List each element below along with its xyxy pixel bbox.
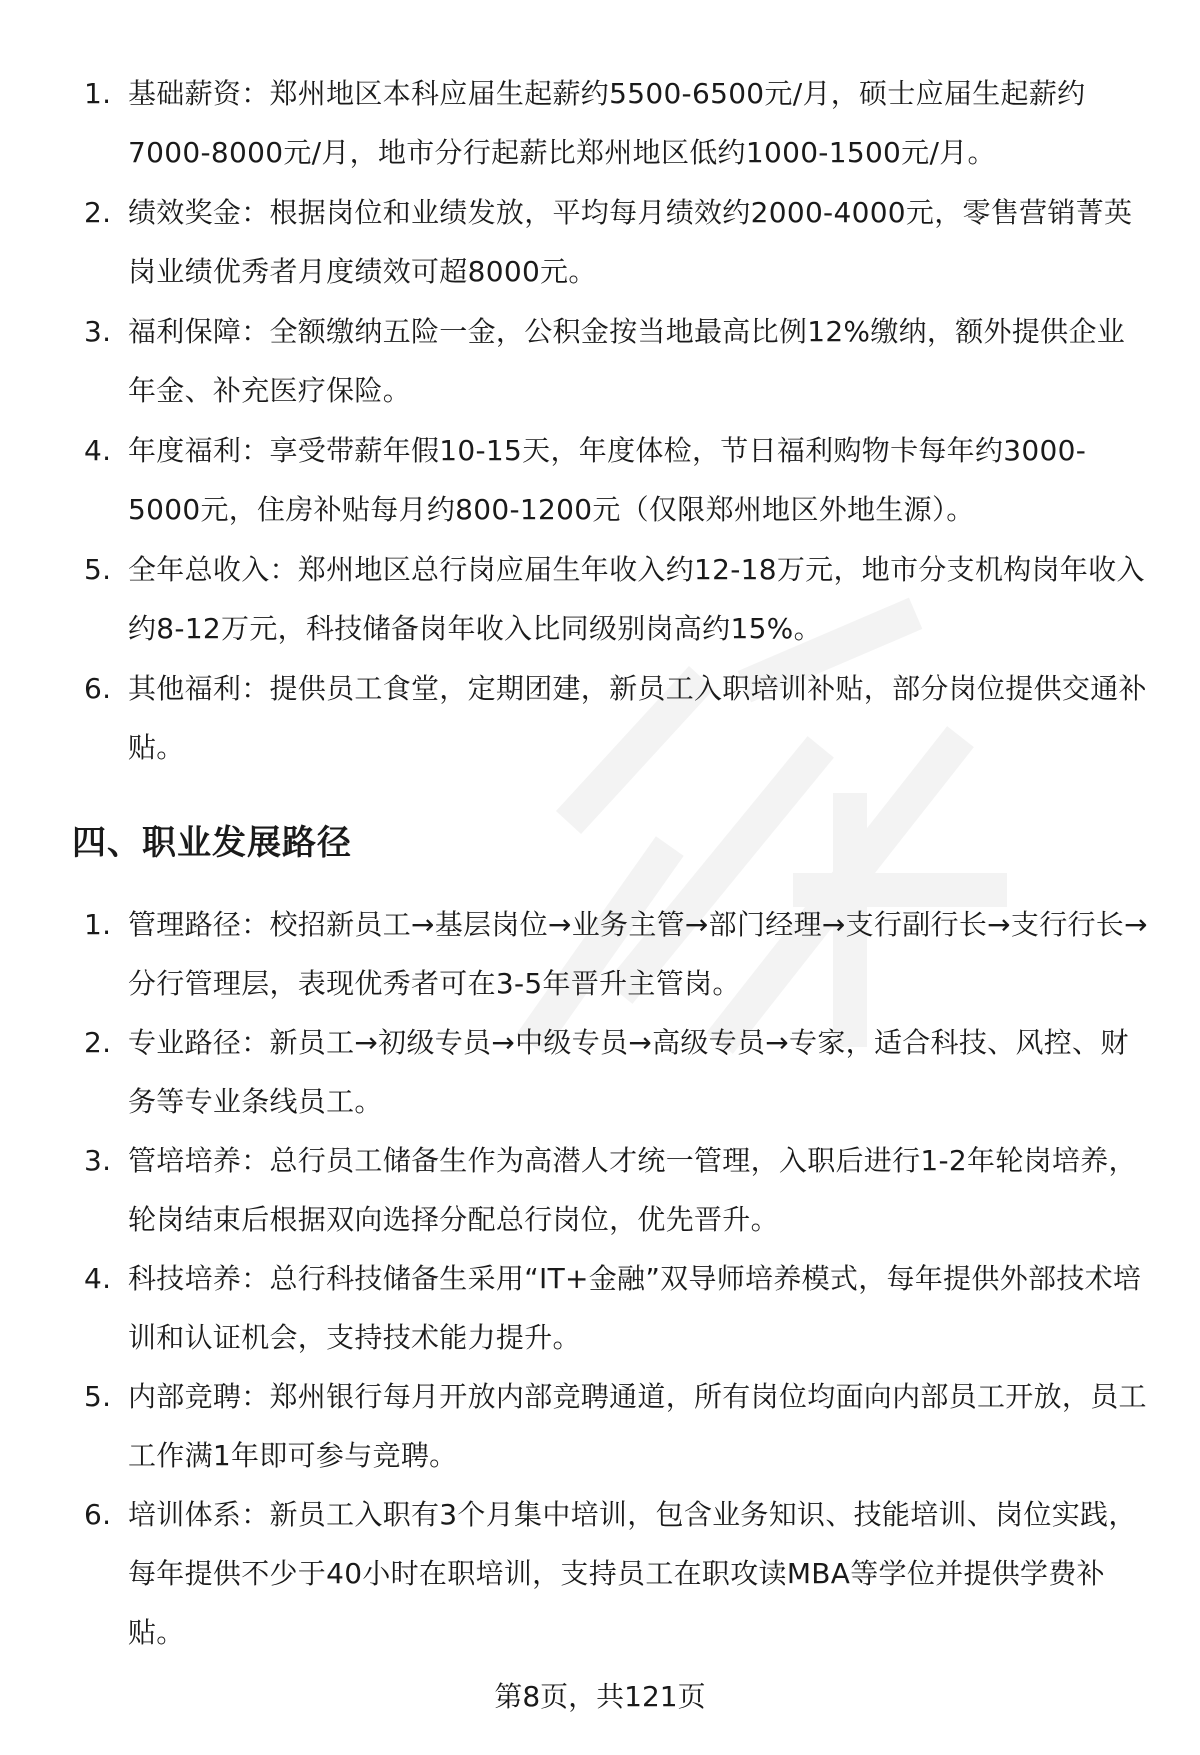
list-item-text: 管培培养：总行员工储备生作为高潜人才统一管理，入职后进行1-2年轮岗培养，轮岗结束后根据双向选择分配总行岗位，优先晋升。 [128,1144,1137,1236]
list-item [0,540,1200,659]
list-item-number: 5. [84,553,112,586]
list-item-text: 绩效奖金：根据岗位和业绩发放，平均每月绩效约2000-4000元，零售营销菁英岗业绩优秀者月度绩效可超8000元。 [128,196,1133,288]
list-item-number: 1. [84,908,112,941]
list-item [0,1249,1200,1367]
list-item-text: 年度福利：享受带薪年假10-15天，年度体检，节日福利购物卡每年约3000-5000元，住房补贴每月约800-1200元（仅限郑州地区外地生源）。 [128,434,1087,526]
list-item-text: 科技培养：总行科技储备生采用“IT+金融”双导师培养模式，每年提供外部技术培训和认证机会，支持技术能力提升。 [128,1262,1142,1354]
list-item-number: 3. [84,315,112,348]
list-item-text: 其他福利：提供员工食堂，定期团建，新员工入职培训补贴，部分岗位提供交通补贴。 [128,672,1147,764]
list-item-text: 专业路径：新员工→初级专员→中级专员→高级专员→专家，适合科技、风控、财务等专业条线员工。 [128,1026,1129,1118]
list-item-text: 福利保障：全额缴纳五险一金，公积金按当地最高比例12%缴纳，额外提供企业年金、补充医疗保险。 [128,315,1126,407]
page-number: 第8页，共121页 [494,1680,706,1713]
list-item [0,895,1200,1013]
list-item [0,659,1200,778]
list-item [0,302,1200,421]
list-item [0,64,1200,183]
list-item [0,421,1200,540]
list-item-number: 2. [84,196,112,229]
list-item-number: 6. [84,1498,112,1531]
list-item [0,1013,1200,1131]
list-item [0,183,1200,302]
compensation-list [0,64,1200,778]
list-item-number: 5. [84,1380,112,1413]
list-item-text: 内部竞聘：郑州银行每月开放内部竞聘通道，所有岗位均面向内部员工开放，员工工作满1年即可参与竞聘。 [128,1380,1147,1472]
career-path-list [0,895,1200,1649]
list-item [0,1485,1200,1649]
list-item-number: 1. [84,77,112,110]
section-heading: 四、职业发展路径 [72,823,352,863]
list-item [0,1367,1200,1485]
list-item-text: 培训体系：新员工入职有3个月集中培训，包含业务知识、技能培训、岗位实践，每年提供不少于40小时在职培训，支持员工在职攻读MBA等学位并提供学费补贴。 [128,1498,1137,1649]
list-item-text: 管理路径：校招新员工→基层岗位→业务主管→部门经理→支行副行长→支行行长→分行管理层，表现优秀者可在3-5年晋升主管岗。 [128,908,1148,1000]
list-item-text: 全年总收入：郑州地区总行岗应届生年收入约12-18万元，地市分支机构岗年收入约8-12万元，科技储备岗年收入比同级别岗高约15%。 [128,553,1145,645]
list-item [0,1131,1200,1249]
list-item-number: 3. [84,1144,112,1177]
list-item-text: 基础薪资：郑州地区本科应届生起薪约5500-6500元/月，硕士应届生起薪约7000-8000元/月，地市分行起薪比郑州地区低约1000-1500元/月。 [128,77,1086,169]
list-item-number: 4. [84,1262,112,1295]
list-item-number: 2. [84,1026,112,1059]
list-item-number: 4. [84,434,112,467]
list-item-number: 6. [84,672,112,705]
